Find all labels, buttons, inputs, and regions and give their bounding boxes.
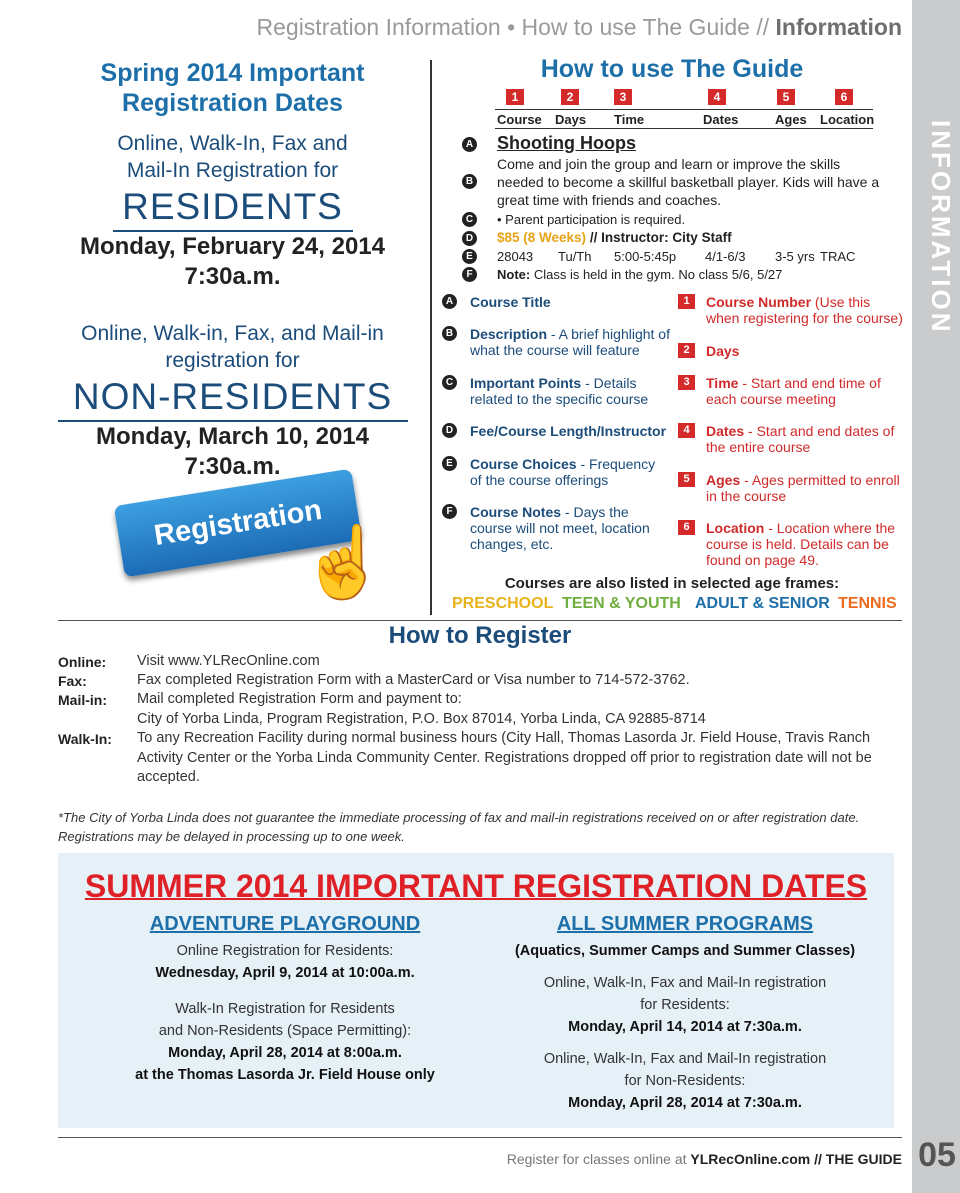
all-date-1: Monday, April 14, 2014 at 7:30a.m.	[568, 1019, 802, 1035]
sample-time: 5:00-5:45p	[614, 249, 677, 264]
guide-title: How to use The Guide	[540, 55, 804, 83]
legend-letter: F	[442, 504, 457, 519]
mail-text-2: City of Yorba Linda, Program Registration, P.O. Box 87014, Yorba Linda, CA 92885-8714	[137, 711, 706, 727]
col-header: Location	[820, 112, 875, 127]
sample-days: Tu/Th	[558, 249, 592, 264]
legend-title: Dates	[706, 423, 745, 439]
mail-label: Mail-in:	[58, 692, 107, 708]
legend-number: 3	[678, 375, 695, 390]
sidebar-label: INFORMATION	[926, 120, 956, 335]
col-header: Dates	[703, 112, 739, 127]
legend-letter: D	[442, 423, 457, 438]
sample-note: Class is held in the gym. No class 5/6, 5/27	[530, 267, 783, 282]
age-teen-youth: TEEN & YOUTH	[562, 595, 681, 612]
legend-item	[470, 375, 670, 407]
legend-title: Course Notes	[470, 504, 562, 520]
age-frames-title: Courses are also listed in selected age frames:	[504, 575, 840, 592]
legend-desc: - Location where the course is held. Details can be found on page 49.	[706, 520, 896, 568]
age-preschool: PRESCHOOL	[452, 595, 554, 612]
legend-title: Description	[470, 326, 548, 342]
header-left: Registration Information • How to use The Guide	[256, 14, 757, 40]
page-number: 05	[918, 1136, 956, 1174]
sample-note-line	[497, 266, 782, 284]
letter-badge: B	[462, 174, 477, 189]
res-intro-1: Online, Walk-In, Fax and	[117, 132, 348, 155]
sample-instructor: // Instructor: City Staff	[586, 230, 732, 245]
disclaimer-line-2: Registrations may be delayed in processing up to one week.	[58, 829, 405, 844]
nonres-time: 7:30a.m.	[184, 453, 281, 480]
summer-title: SUMMER 2014 IMPORTANT REGISTRATION DATES	[84, 868, 868, 904]
legend-desc: - Ages permitted to enroll in the course	[706, 472, 900, 504]
legend-title: Time	[706, 375, 739, 391]
legend-item	[706, 520, 906, 568]
all-sub: (Aquatics, Summer Camps and Summer Classes)	[514, 943, 856, 959]
sample-note-label: Note:	[497, 267, 531, 282]
adv-line: and Non-Residents (Space Permitting):	[158, 1023, 412, 1039]
nonresidents-label: NON-RESIDENTS	[72, 376, 393, 417]
footer-text: Register for classes online at	[506, 1151, 691, 1167]
sample-title: Shooting Hoops	[497, 133, 636, 153]
header-sep: //	[756, 14, 776, 40]
res-time: 7:30a.m.	[184, 263, 281, 290]
num-badge: 3	[614, 89, 632, 105]
page-header	[0, 14, 902, 41]
fax-text: Fax completed Registration Form with a MasterCard or Visa number to 714-572-3762.	[137, 672, 690, 688]
legend-item	[706, 423, 906, 455]
legend-desc: - Days the course will not meet, location changes, etc.	[470, 504, 650, 552]
legend-item	[706, 375, 906, 407]
spring-title-1: Spring 2014 Important	[100, 59, 365, 87]
footer-site-link[interactable]: YLRecOnline.com	[690, 1151, 811, 1167]
legend-title: Course Choices	[470, 456, 577, 472]
legend-number: 4	[678, 423, 695, 438]
legend-letter: E	[442, 456, 457, 471]
legend-desc: - Start and end dates of the entire course	[706, 423, 895, 455]
legend-item	[470, 326, 675, 358]
registration-button[interactable]: Registration	[114, 469, 362, 578]
num-badge: 2	[561, 89, 579, 105]
sample-desc: Come and join the group and learn or improve the skills needed to become a skillful basketball player. Kids will have a great time with friends and coaches.	[497, 156, 880, 208]
nonres-intro-1: Online, Walk-in, Fax, and Mail-in	[81, 322, 384, 345]
column-divider	[430, 60, 432, 615]
all-line: for Non-Residents:	[624, 1073, 746, 1089]
sample-location: TRAC	[820, 249, 856, 264]
legend-item	[470, 456, 670, 488]
adv-location: at the Thomas Lasorda Jr. Field House only	[135, 1067, 435, 1083]
legend-desc: (Use this when registering for the course)	[706, 294, 903, 326]
sidebar-bar	[912, 0, 960, 1193]
adv-date-1: Wednesday, April 9, 2014 at 10:00a.m.	[155, 965, 415, 981]
sample-course: 28043	[497, 249, 534, 264]
footer	[420, 1151, 902, 1167]
header-rule	[495, 128, 873, 129]
num-badge: 1	[506, 89, 524, 105]
legend-title: Ages	[706, 472, 741, 488]
spring-title-2: Registration Dates	[122, 89, 343, 117]
mail-text-1: Mail completed Registration Form and payment to:	[137, 691, 462, 707]
legend-title: Important Points	[470, 375, 582, 391]
fax-label: Fax:	[58, 673, 87, 689]
walk-text: To any Recreation Facility during normal business hours (City Hall, Thomas Lasorda Jr. Field House, Travis Ranch Activity Center or the Yorba Linda Community Center. Registrations dropped off prior to registration date will not be accepted.	[137, 730, 872, 785]
legend-number: 5	[678, 472, 695, 487]
adventure-heading: ADVENTURE PLAYGROUND	[149, 913, 421, 935]
legend-number: 6	[678, 520, 695, 535]
res-date: Monday, February 24, 2014	[79, 233, 385, 260]
num-badge: 6	[835, 89, 853, 105]
residents-label: RESIDENTS	[122, 186, 343, 227]
col-header: Days	[555, 112, 587, 127]
footer-guide: // THE GUIDE	[810, 1151, 902, 1167]
legend-title: Location	[706, 520, 765, 536]
all-line: Online, Walk-In, Fax and Mail-In registration	[543, 975, 827, 991]
nonres-date: Monday, March 10, 2014	[96, 423, 369, 450]
adv-line: Online Registration for Residents:	[176, 943, 394, 959]
legend-letter: C	[442, 375, 457, 390]
legend-number: 1	[678, 294, 695, 309]
how-to-register-title: How to Register	[388, 622, 572, 649]
num-badge: 4	[708, 89, 726, 105]
all-date-2: Monday, April 28, 2014 at 7:30a.m.	[568, 1095, 802, 1111]
age-adult-senior: ADULT & SENIOR	[695, 595, 830, 612]
legend-item	[470, 423, 675, 439]
sample-ages: 3-5 yrs	[775, 249, 815, 264]
walk-label: Walk-In:	[58, 731, 112, 747]
disclaimer	[58, 808, 902, 846]
sample-fee-line	[497, 229, 732, 247]
legend-desc: - Details related to the specific course	[470, 375, 649, 407]
legend-letter: A	[442, 294, 457, 309]
legend-desc: - Frequency of the course offerings	[470, 456, 656, 488]
letter-badge: D	[462, 231, 477, 246]
all-line: Online, Walk-In, Fax and Mail-In registration	[543, 1051, 827, 1067]
footer-rule	[58, 1137, 902, 1138]
col-header: Ages	[775, 112, 807, 127]
header-rule	[495, 109, 873, 110]
letter-badge: A	[462, 137, 477, 152]
adv-line: Walk-In Registration for Residents	[175, 1001, 395, 1017]
all-summer-heading: ALL SUMMER PROGRAMS	[556, 913, 814, 935]
online-label: Online:	[58, 654, 107, 670]
sample-fee: $85 (8 Weeks)	[497, 230, 587, 245]
legend-title: Course Title	[470, 294, 551, 310]
legend-title: Course Number	[706, 294, 812, 310]
legend-item	[706, 294, 906, 326]
letter-badge: E	[462, 249, 477, 264]
nonres-intro-2: registration for	[165, 349, 300, 372]
legend-desc: - A brief highlight of what the course will feature	[470, 326, 670, 358]
legend-title: Days	[706, 343, 740, 359]
header-bold: Information	[775, 14, 902, 40]
hand-cursor-icon: ☝	[300, 523, 388, 601]
sample-point: • Parent participation is required.	[497, 212, 686, 227]
letter-badge: F	[462, 267, 477, 282]
legend-number: 2	[678, 343, 695, 358]
legend-item	[706, 472, 906, 504]
legend-item	[470, 294, 670, 310]
adv-date-2: Monday, April 28, 2014 at 8:00a.m.	[168, 1045, 402, 1061]
section-rule	[58, 620, 902, 621]
adventure-text	[90, 940, 480, 1086]
all-line: for Residents:	[640, 997, 730, 1013]
spring-dates	[40, 58, 425, 482]
online-text: Visit www.YLRecOnline.com	[137, 653, 320, 669]
letter-badge: C	[462, 212, 477, 227]
legend-title: Fee/Course Length/Instructor	[470, 423, 667, 439]
age-tennis: TENNIS	[838, 595, 897, 612]
legend-item	[470, 504, 670, 552]
res-intro-2: Mail-In Registration for	[126, 159, 339, 182]
num-badge: 5	[777, 89, 795, 105]
sample-dates: 4/1-6/3	[705, 249, 746, 264]
legend-letter: B	[442, 326, 457, 341]
disclaimer-line-1: *The City of Yorba Linda does not guarantee the immediate processing of fax and mail-in registrations received on or after registration date.	[58, 810, 860, 825]
legend-item	[706, 343, 906, 359]
legend-desc: - Start and end time of each course meeting	[706, 375, 881, 407]
col-header: Time	[614, 112, 645, 127]
col-header: Course	[497, 112, 542, 127]
all-summer-text	[490, 940, 880, 1114]
